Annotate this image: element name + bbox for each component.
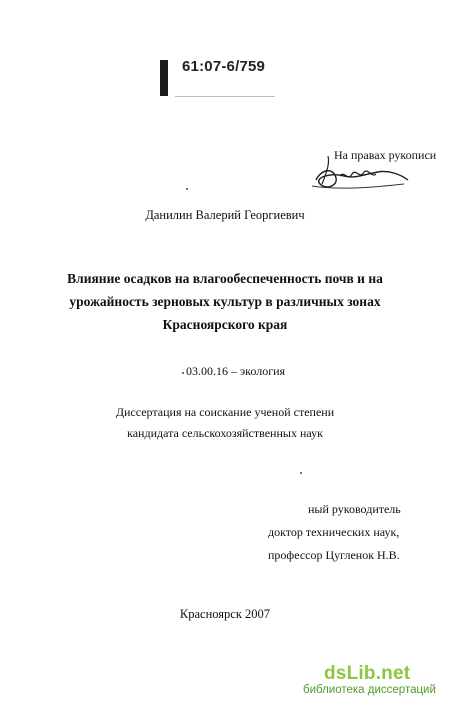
stamp-underline — [175, 96, 275, 97]
registry-stamp: 61:07-6/759 — [182, 58, 266, 75]
scan-speck — [300, 472, 302, 474]
dissertation-title — [0, 267, 450, 336]
author-name: Данилин Валерий Георгиевич — [145, 208, 305, 222]
city-and-year: Красноярск 2007 — [179, 607, 271, 621]
supervisor-name: профессор Цугленок Н.В. — [268, 548, 400, 562]
scan-speck — [182, 372, 184, 374]
scan-speck — [186, 188, 188, 190]
title-line: урожайность зерновых культур в различных зонах — [69, 294, 381, 309]
watermark-tagline: библиотека диссертаций — [303, 684, 436, 696]
stamp-mark — [160, 60, 168, 96]
supervisor-block — [268, 498, 401, 567]
degree-statement — [0, 402, 450, 444]
supervisor-degree: доктор технических наук, — [268, 525, 400, 539]
speciality-code: 03.00.16 – экология — [186, 364, 286, 378]
supervisor-role: ный руководитель — [308, 502, 401, 516]
degree-line: кандидата сельскохозяйственных наук — [127, 426, 323, 440]
degree-line: Диссертация на соискание ученой степени — [115, 405, 335, 419]
watermark-logo: dsLib.net — [324, 663, 411, 684]
title-line: Влияние осадков на влагообеспеченность почв и на — [67, 271, 383, 286]
manuscript-rights-note: На правах рукописи — [334, 148, 437, 162]
title-line: Красноярского края — [162, 317, 288, 332]
